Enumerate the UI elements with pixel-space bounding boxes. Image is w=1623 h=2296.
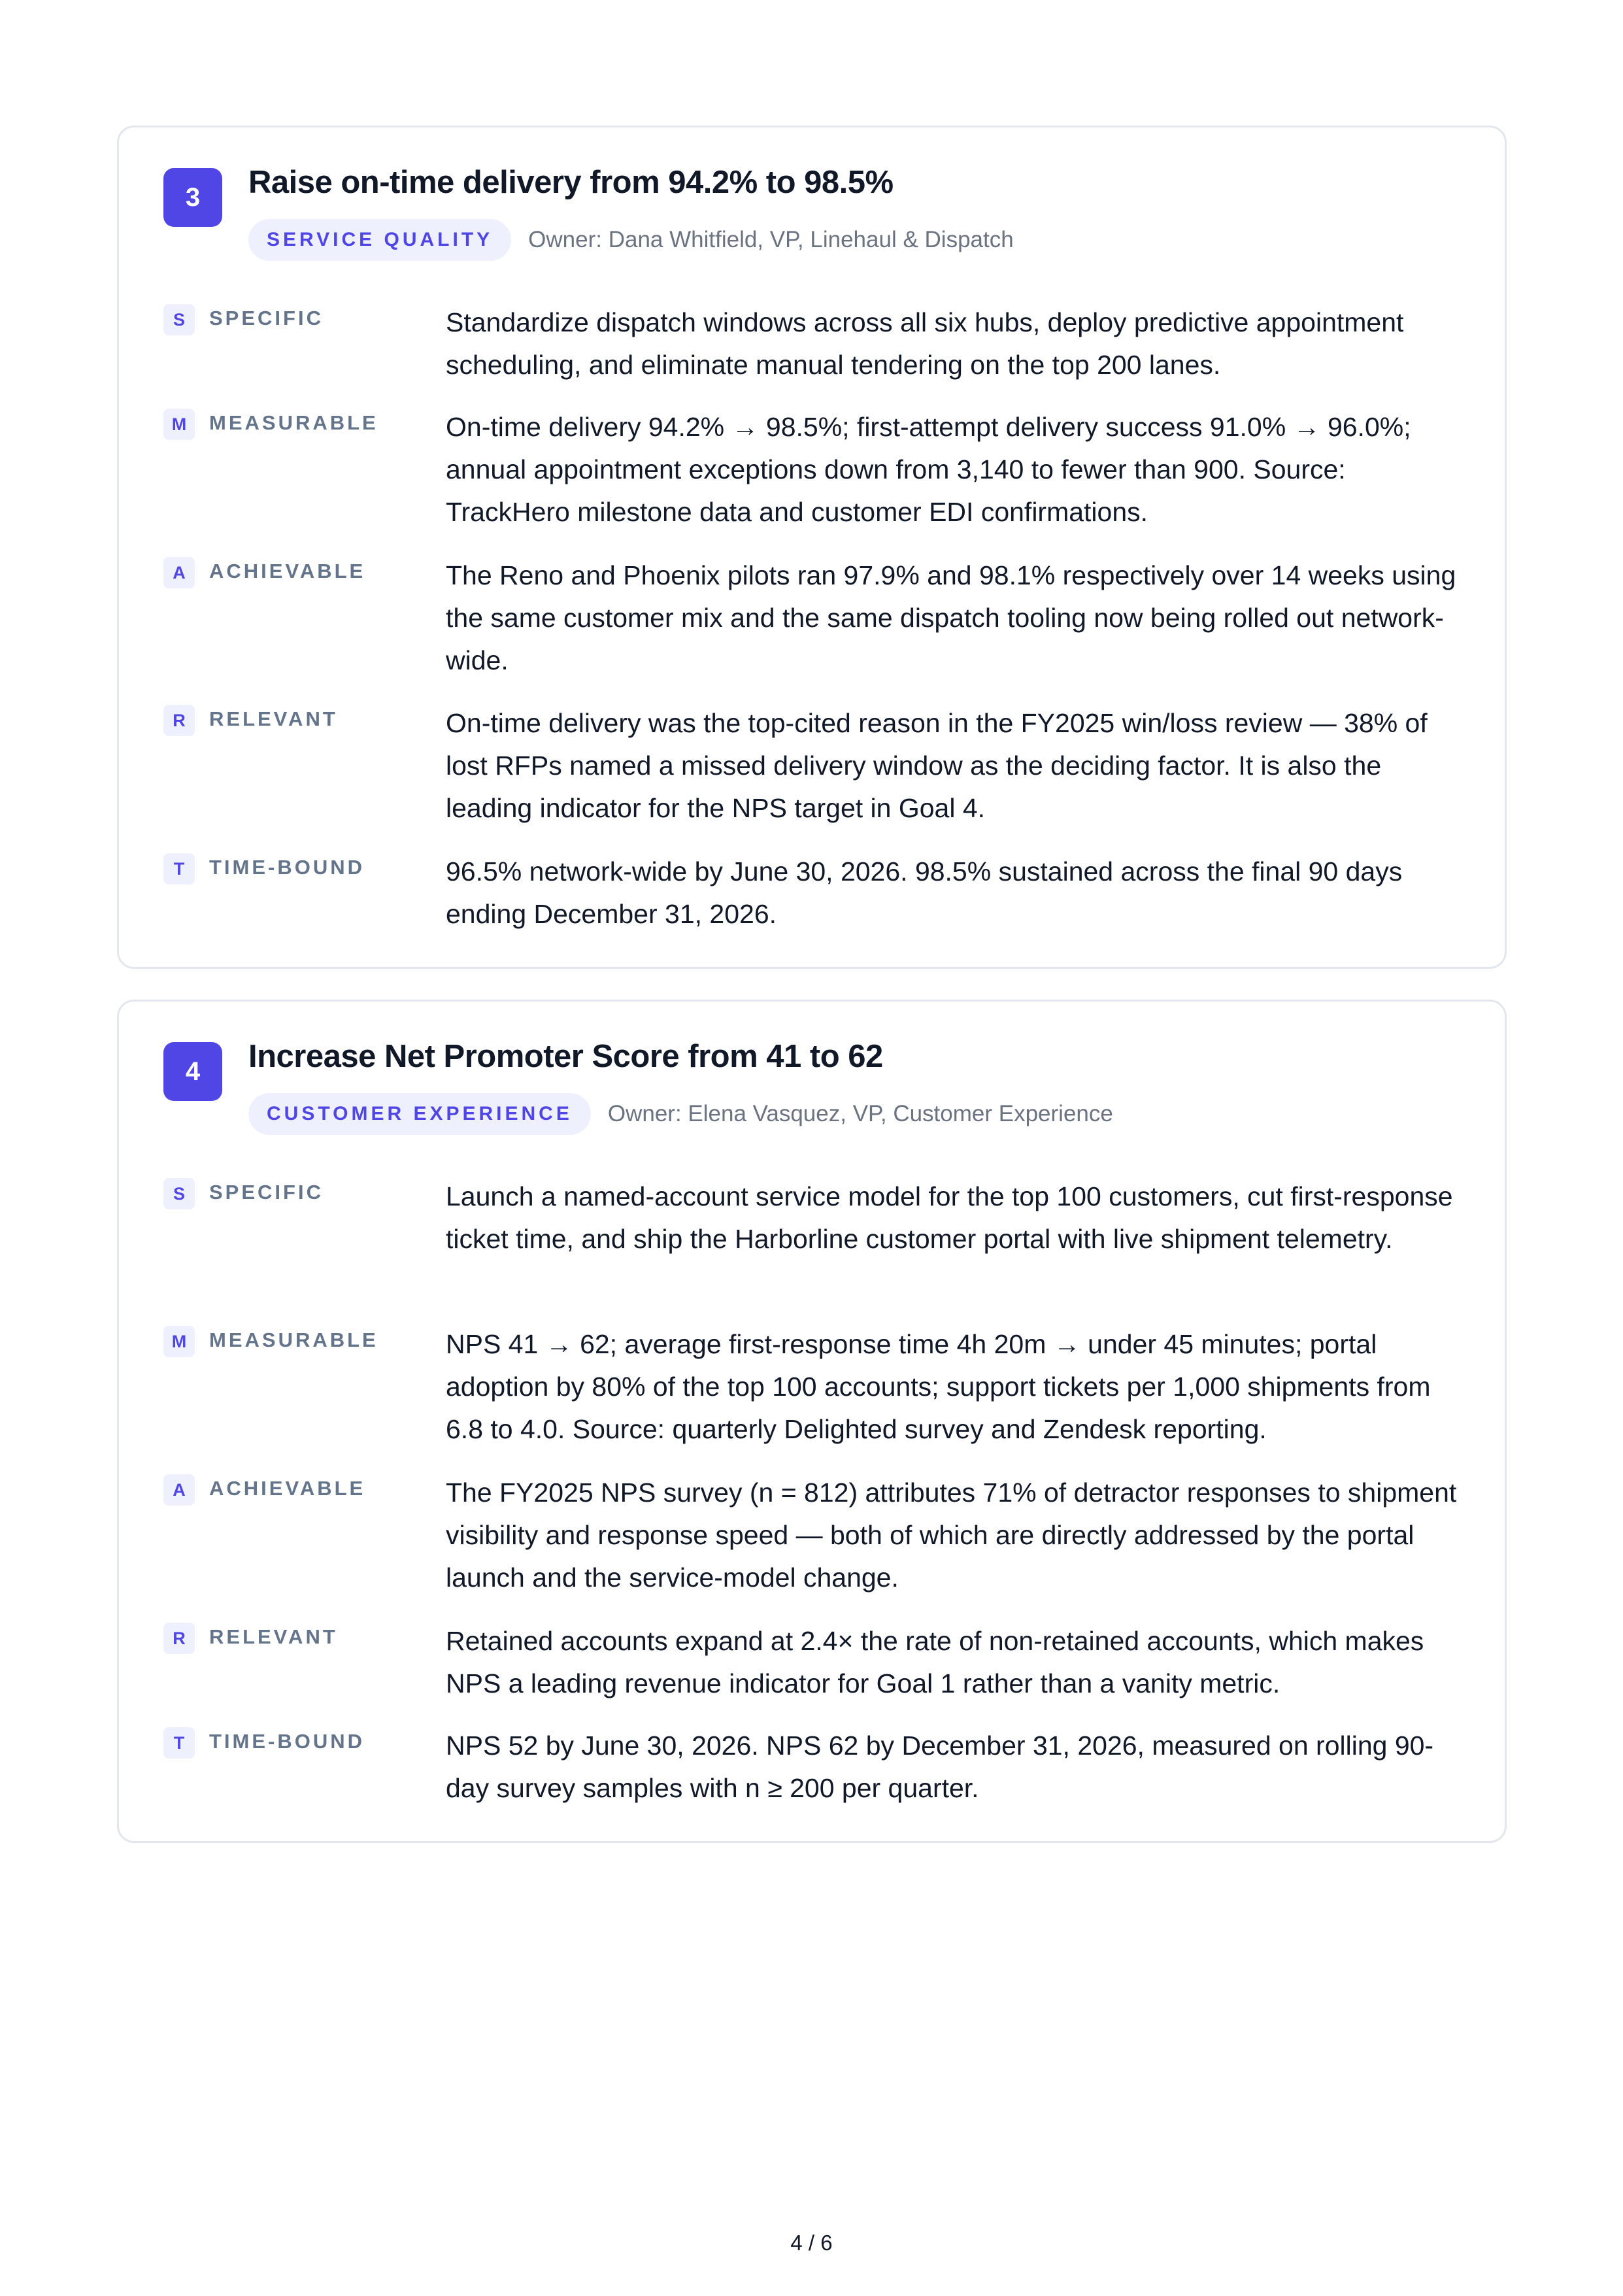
smart-text: The Reno and Phoenix pilots ran 97.9% and 98.1% respectively over 14 weeks using the same customer mix and the same dispatch tooling now being rolled out network-wide. (446, 560, 1456, 675)
goal-number-badge: 3 (163, 168, 222, 227)
smart-letter-badge: T (163, 1727, 195, 1759)
goal-owner: Owner: Dana Whitfield, VP, Linehaul & Dispatch (528, 227, 1014, 252)
smart-letter-badge: A (163, 1474, 195, 1506)
smart-text: Retained accounts expand at 2.4× the rate of non-retained accounts, which makes NPS a leading revenue indicator for Goal 1 rather than a vanity metric. (446, 1626, 1424, 1698)
smart-text: 96.5% network-wide by June 30, 2026. 98.5% sustained across the final 90 days ending December 31, 2026. (446, 856, 1403, 929)
smart-label: TIME-BOUND (209, 856, 365, 879)
goal-meta (248, 219, 1014, 261)
smart-label: SPECIFIC (209, 307, 324, 329)
smart-text: On-time delivery was the top-cited reason in the FY2025 win/loss review — 38% of lost RFPs named a missed delivery window as the deciding factor. It is also the leading indicator for the NPS target in Goal 4. (446, 708, 1428, 823)
smart-label: ACHIEVABLE (209, 1477, 366, 1500)
goal-card (117, 1000, 1507, 1843)
smart-text: On-time delivery 94.2% → 98.5%; first-attempt delivery success 91.0% → 96.0%; annual appointment exceptions down from 3,140 to fewer than 900. Source: TrackHero milestone data and customer EDI confirmations. (446, 412, 1411, 527)
goal-title: Increase Net Promoter Score from 41 to 62 (248, 1039, 883, 1074)
goal-title: Raise on-time delivery from 94.2% to 98.5% (248, 165, 894, 200)
smart-letter-badge: T (163, 853, 195, 885)
smart-letter-badge: M (163, 1326, 195, 1357)
goal-meta (248, 1093, 1113, 1135)
smart-label: SPECIFIC (209, 1181, 324, 1204)
smart-text: Standardize dispatch windows across all six hubs, deploy predictive appointment scheduling, and eliminate manual tendering on the top 200 lanes. (446, 307, 1404, 380)
category-tag: SERVICE QUALITY (248, 219, 511, 261)
smart-letter-badge: A (163, 557, 195, 588)
smart-label: RELEVANT (209, 707, 338, 730)
page-number: 4 / 6 (790, 2231, 833, 2255)
smart-label: TIME-BOUND (209, 1730, 365, 1753)
smart-letter-badge: S (163, 1178, 195, 1209)
category-tag: CUSTOMER EXPERIENCE (248, 1093, 591, 1135)
smart-letter-badge: R (163, 705, 195, 736)
smart-text: NPS 52 by June 30, 2026. NPS 62 by December 31, 2026, measured on rolling 90-day survey samples with n ≥ 200 per quarter. (446, 1730, 1434, 1803)
smart-label: RELEVANT (209, 1625, 338, 1648)
smart-label: MEASURABLE (209, 1328, 378, 1351)
smart-label: ACHIEVABLE (209, 560, 366, 582)
smart-text: Launch a named-account service model for the top 100 customers, cut first-response ticket time, and ship the Harborline customer portal with live shipment telemetry. (446, 1181, 1453, 1254)
smart-letter-badge: R (163, 1623, 195, 1654)
smart-label: MEASURABLE (209, 411, 378, 434)
smart-letter-badge: S (163, 304, 195, 335)
goal-owner: Owner: Elena Vasquez, VP, Customer Experience (607, 1101, 1113, 1126)
goal-number-badge: 4 (163, 1042, 222, 1101)
smart-letter-badge: M (163, 409, 195, 440)
smart-text: The FY2025 NPS survey (n = 812) attributes 71% of detractor responses to shipment visibility and response speed — both of which are directly addressed by the portal launch and the service-model change. (446, 1477, 1457, 1593)
smart-text: NPS 41 → 62; average first-response time 4h 20m → under 45 minutes; portal adoption by 80% of the top 100 accounts; support tickets per 1,000 shipments from 6.8 to 4.0. Source: quarterly Delighted survey and Zendesk reporting. (446, 1329, 1431, 1444)
goal-card (117, 126, 1507, 969)
